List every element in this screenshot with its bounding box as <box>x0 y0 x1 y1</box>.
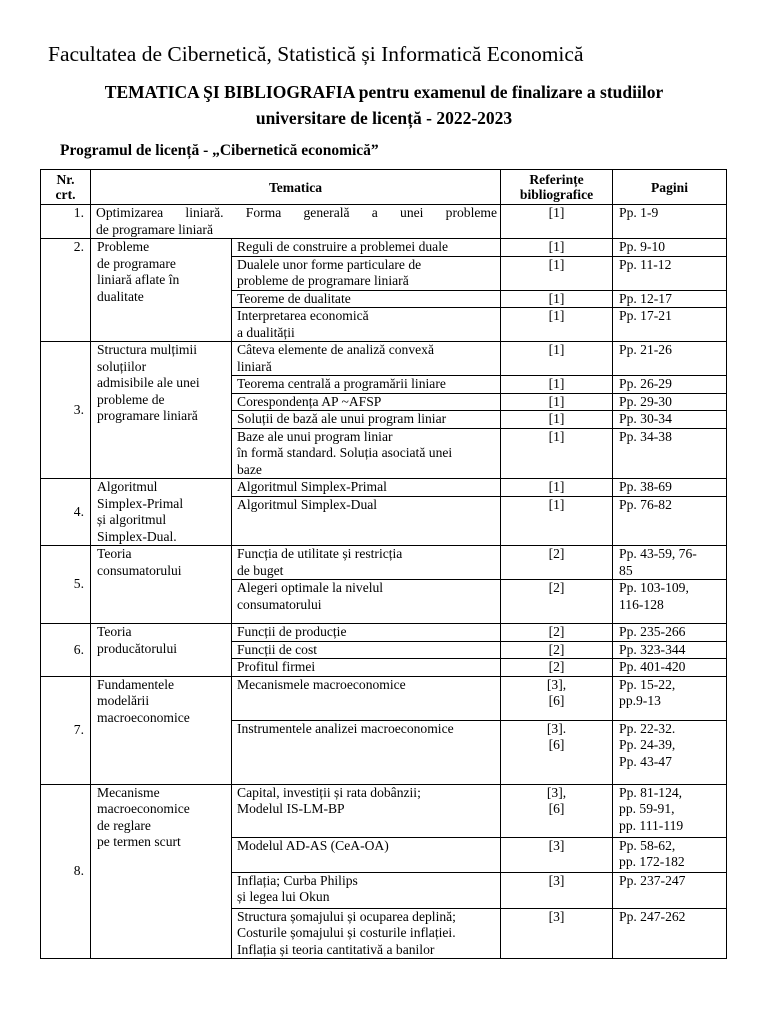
reference-cell <box>501 837 613 872</box>
table-row <box>41 676 727 720</box>
subtopic-text: Mecanismele macroeconomice <box>237 676 406 692</box>
reference-text: [1] <box>548 496 565 512</box>
pages-text: Pp. 76-82 <box>619 496 672 512</box>
pages-text: Pp. 401-420 <box>619 659 686 674</box>
topic-text: și algoritmul <box>97 512 167 527</box>
subtopic-text: Structura șomajului și ocuparea deplină; <box>237 908 456 924</box>
topic-cell <box>91 342 232 479</box>
table-row <box>41 784 727 837</box>
subtopic-cell <box>232 676 501 720</box>
reference-text: [3] <box>548 908 565 924</box>
subtopic-cell <box>232 641 501 659</box>
reference-text: [3], <box>546 784 567 800</box>
header-pagini: Pagini <box>613 170 727 205</box>
subtopic-cell <box>232 308 501 342</box>
subtopic-text: Algoritmul Simplex-Primal <box>237 479 387 494</box>
subtopic-cell <box>232 376 501 394</box>
subtopic-text: Teoreme de dualitate <box>237 290 351 306</box>
pages-text: Pp. 81-124, <box>619 784 683 800</box>
topic-text: dualitate <box>97 288 144 304</box>
subtopic-cell <box>232 393 501 411</box>
reference-text: [1] <box>548 256 565 272</box>
subtopic-cell <box>232 580 501 624</box>
topic-text: modelării <box>97 693 150 708</box>
row-number: 8. <box>41 784 91 959</box>
pages-text: Pp. 21-26 <box>619 342 672 357</box>
reference-cell <box>501 580 613 624</box>
reference-text: [1] <box>548 308 565 323</box>
header-referinte: Referințe bibliografice <box>501 170 613 205</box>
pages-text: Pp. 24-39, <box>619 737 676 752</box>
pages-cell <box>613 393 727 411</box>
reference-text: [1] <box>548 290 565 306</box>
reference-text: [2] <box>548 580 565 595</box>
topic-text: de reglare <box>97 817 151 833</box>
subtopic-cell <box>232 872 501 908</box>
subtopic-text: Reguli de construire a problemei duale <box>237 239 449 254</box>
topic-text: macroeconomice <box>97 801 190 816</box>
pages-text: Pp. 38-69 <box>619 479 672 494</box>
pages-cell <box>613 784 727 837</box>
pages-text: Pp. 58-62, <box>619 837 676 853</box>
topic-text: pe termen scurt <box>97 834 181 849</box>
reference-cell <box>501 428 613 479</box>
reference-text: [1] <box>548 376 565 391</box>
reference-cell <box>501 659 613 677</box>
topic-cell <box>91 205 501 239</box>
reference-text: [2] <box>548 641 565 657</box>
pages-text: pp. 172-182 <box>619 854 685 869</box>
reference-cell <box>501 393 613 411</box>
pages-text: Pp. 26-29 <box>619 376 672 391</box>
pages-text: pp.9-13 <box>619 693 661 708</box>
reference-cell <box>501 479 613 497</box>
pages-text: Pp. 247-262 <box>619 908 686 924</box>
subtopic-text: Funcții de cost <box>237 641 318 657</box>
topic-text: Teoria <box>97 624 132 639</box>
row-number: 7. <box>41 676 91 784</box>
row-number: 2. <box>41 239 91 342</box>
subtopic-cell <box>232 342 501 376</box>
pages-text: Pp. 9-10 <box>619 239 666 254</box>
pages-text: pp. 111-119 <box>619 817 684 833</box>
reference-cell <box>501 239 613 257</box>
reference-text: [1] <box>548 342 565 357</box>
pages-cell <box>613 479 727 497</box>
topic-text: macroeconomice <box>97 709 190 725</box>
pages-cell <box>613 908 727 959</box>
reference-text: [3]. <box>546 720 567 736</box>
subtopic-text: Capital, investiții și rata dobânzii; <box>237 784 421 800</box>
subtopic-cell <box>232 239 501 257</box>
topic-text: Simplex-Dual. <box>97 528 177 544</box>
row-number: 1. <box>41 205 91 239</box>
subtopic-text: Modelul AD-AS (CeA-OA) <box>237 837 389 853</box>
subtopic-cell <box>232 784 501 837</box>
header-tematica: Tematica <box>91 170 501 205</box>
pages-cell <box>613 676 727 720</box>
table-row <box>41 239 727 257</box>
row-number: 3. <box>41 342 91 479</box>
pages-cell <box>613 837 727 872</box>
topic-cell <box>91 624 232 677</box>
reference-text: [3] <box>548 872 565 888</box>
pages-text: 116-128 <box>619 596 664 612</box>
reference-text: [1] <box>548 239 565 254</box>
reference-text: [1] <box>548 428 565 444</box>
reference-text: [2] <box>548 659 565 674</box>
subtopic-text: probleme de programare liniară <box>237 273 409 288</box>
row-number: 4. <box>41 479 91 546</box>
reference-cell <box>501 872 613 908</box>
topic-text: programare liniară <box>97 408 198 423</box>
pages-cell <box>613 239 727 257</box>
reference-cell <box>501 290 613 308</box>
topic-text: de programare liniară <box>96 221 213 237</box>
reference-cell <box>501 342 613 376</box>
reference-text: [6] <box>548 801 565 816</box>
pages-cell <box>613 580 727 624</box>
reference-cell <box>501 784 613 837</box>
pages-text: Pp. 103-109, <box>619 580 689 595</box>
table-row <box>41 624 727 642</box>
reference-text: [6] <box>548 737 565 752</box>
pages-cell <box>613 256 727 290</box>
subtopic-text: liniară <box>237 358 272 374</box>
subtopic-text: Profitul firmei <box>237 659 316 674</box>
pages-text: Pp. 30-34 <box>619 411 672 426</box>
pages-text: Pp. 34-38 <box>619 428 672 444</box>
table-row <box>41 479 727 497</box>
pages-text: Pp. 11-12 <box>619 256 672 272</box>
pages-text: 85 <box>619 562 633 578</box>
subtopic-cell <box>232 659 501 677</box>
subtopic-cell <box>232 908 501 959</box>
subtopic-text: în formă standard. Soluția asociată unei <box>237 445 453 460</box>
pages-cell <box>613 720 727 784</box>
topic-cell <box>91 546 232 624</box>
topic-text: consumatorului <box>97 562 182 578</box>
reference-cell <box>501 908 613 959</box>
subtopic-text: Instrumentele analizei macroeconomice <box>237 720 454 736</box>
subtopic-cell <box>232 546 501 580</box>
topic-text: liniară aflate în <box>97 272 180 287</box>
subtopic-cell <box>232 479 501 497</box>
subtopic-text: Inflația și teoria cantitativă a banilor <box>237 941 435 957</box>
pages-cell <box>613 641 727 659</box>
pages-cell <box>613 546 727 580</box>
subtopic-text: Baze ale unui program liniar <box>237 428 393 444</box>
header-nr: Nr. crt. <box>41 170 91 205</box>
pages-text: Pp. 17-21 <box>619 308 672 323</box>
pages-cell <box>613 411 727 429</box>
topic-cell <box>91 676 232 784</box>
topic-cell <box>91 784 232 959</box>
reference-text: [3], <box>546 676 567 692</box>
reference-cell <box>501 308 613 342</box>
subtopic-text: de buget <box>237 562 284 578</box>
pages-text: Pp. 29-30 <box>619 393 672 409</box>
pages-cell <box>613 624 727 642</box>
faculty-title: Facultatea de Cibernetică, Statistică și Informatică Economică <box>48 42 584 66</box>
pages-text: Pp. 15-22, <box>619 676 676 692</box>
reference-cell <box>501 256 613 290</box>
subtopic-cell <box>232 837 501 872</box>
reference-cell <box>501 624 613 642</box>
pages-cell <box>613 308 727 342</box>
pages-cell <box>613 428 727 479</box>
pages-text: pp. 59-91, <box>619 801 675 816</box>
pages-cell <box>613 342 727 376</box>
pages-text: Pp. 43-47 <box>619 753 672 769</box>
topic-text: Probleme <box>97 239 150 254</box>
pages-text: Pp. 235-266 <box>619 624 686 639</box>
row-number: 5. <box>41 546 91 624</box>
subtopic-cell <box>232 256 501 290</box>
reference-cell <box>501 376 613 394</box>
subtopic-cell <box>232 496 501 545</box>
subtopic-text: a dualității <box>237 324 295 340</box>
pages-cell <box>613 872 727 908</box>
reference-text: [3] <box>548 837 565 853</box>
reference-text: [1] <box>548 411 565 426</box>
subtopic-text: Dualele unor forme particulare de <box>237 256 422 272</box>
reference-cell: [1] <box>501 205 613 239</box>
pages-cell <box>613 659 727 677</box>
topic-text: admisibile ale unei <box>97 375 200 390</box>
subtopic-text: Funcții de producție <box>237 624 347 639</box>
reference-text: [2] <box>548 546 565 561</box>
reference-cell <box>501 546 613 580</box>
pages-text: Pp. 22-32. <box>619 720 676 736</box>
document-title-line1: TEMATICA ŞI BIBLIOGRAFIA pentru examenul de finalizare a studiilor <box>104 82 664 102</box>
reference-text: [6] <box>548 693 565 708</box>
pages-text: Pp. 12-17 <box>619 290 672 306</box>
subtopic-text: Soluții de bază ale unui program liniar <box>237 411 447 426</box>
subtopic-text: Funcția de utilitate și restricția <box>237 546 403 561</box>
subtopic-text: consumatorului <box>237 596 322 612</box>
subtopic-text: Modelul IS-LM-BP <box>237 801 345 816</box>
topic-text: Algoritmul <box>97 479 158 494</box>
subtopic-cell <box>232 428 501 479</box>
topic-cell <box>91 479 232 546</box>
pages-text: Pp. 237-247 <box>619 872 686 888</box>
topic-text: Simplex-Primal <box>97 495 184 511</box>
reference-cell <box>501 676 613 720</box>
pages-cell <box>613 376 727 394</box>
topic-text: soluțiilor <box>97 358 147 374</box>
reference-cell <box>501 411 613 429</box>
subtopic-text: și legea lui Okun <box>237 889 330 904</box>
subtopic-cell <box>232 720 501 784</box>
table-header-row <box>41 170 727 205</box>
pages-cell <box>613 496 727 545</box>
topic-cell <box>91 239 232 342</box>
subtopic-text: Corespondența AP ~AFSP <box>237 393 382 409</box>
reference-cell <box>501 496 613 545</box>
subtopic-text: Teorema centrală a programării liniare <box>237 376 446 391</box>
pages-cell <box>613 290 727 308</box>
table-row <box>41 546 727 580</box>
pages-text: Pp. 43-59, 76- <box>619 546 697 561</box>
subtopic-cell <box>232 290 501 308</box>
topic-text: Fundamentele <box>97 676 175 692</box>
topic-text: Structura mulțimii <box>97 342 198 357</box>
subtopic-text: Algoritmul Simplex-Dual <box>237 496 378 512</box>
program-title: Programul de licență - „Cibernetică economică” <box>60 142 379 159</box>
subtopic-text: Inflația; Curba Philips <box>237 872 358 888</box>
reference-text: [1] <box>548 479 565 494</box>
subtopic-cell <box>232 624 501 642</box>
subtopic-text: Interpretarea economică <box>237 308 369 323</box>
reference-text: [1] <box>548 393 565 409</box>
topic-text: de programare <box>97 255 176 271</box>
reference-cell <box>501 641 613 659</box>
topic-text: Mecanisme <box>97 784 160 800</box>
reference-text: [2] <box>548 624 565 639</box>
reference-cell <box>501 720 613 784</box>
pages-cell: Pp. 1-9 <box>613 205 727 239</box>
subtopic-text: Costurile șomajului și costurile inflației. <box>237 925 456 940</box>
row-number: 6. <box>41 624 91 677</box>
subtopic-cell <box>232 411 501 429</box>
topic-text: producătorului <box>97 640 178 656</box>
topic-text: Optimizarea liniară. Forma generală a unei probleme <box>96 205 498 220</box>
subtopic-text: Câteva elemente de analiză convexă <box>237 342 434 357</box>
topic-text: probleme de <box>97 391 165 407</box>
subtopic-text: baze <box>237 461 262 477</box>
subtopic-text: Alegeri optimale la nivelul <box>237 580 384 595</box>
topic-text: Teoria <box>97 546 132 561</box>
topics-table <box>40 169 727 959</box>
table-row <box>41 342 727 376</box>
table-row <box>41 205 727 239</box>
pages-text: Pp. 323-344 <box>619 641 686 657</box>
document-title-line2: universitare de licență - 2022-2023 <box>255 108 513 128</box>
